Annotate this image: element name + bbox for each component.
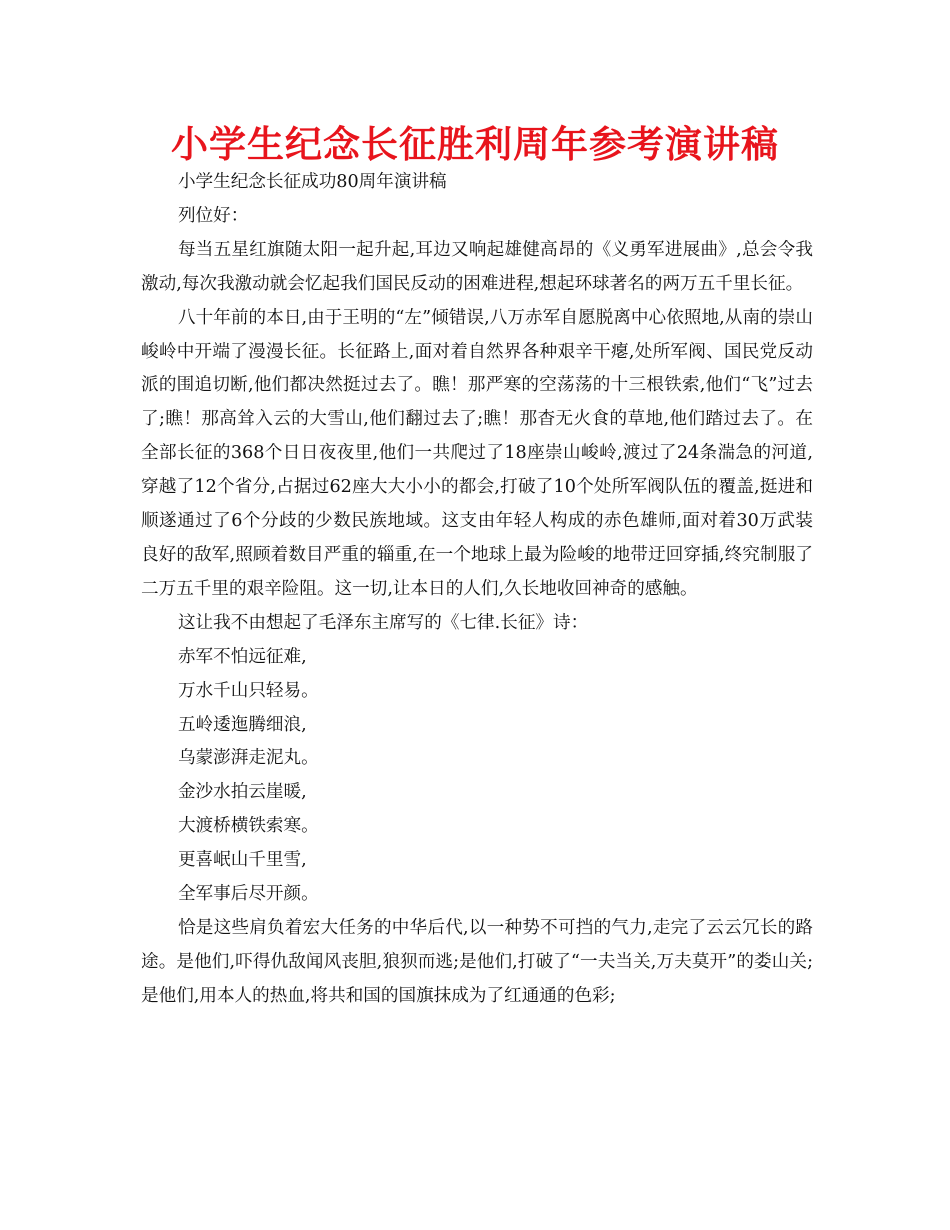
poem-line: 万水千山只轻易。 [177,680,319,701]
poem-line: 赤军不怕远征难, [177,646,307,667]
document-body [141,166,813,1014]
paragraph-closing: 恰是这些肩负着宏大任务的中华后代,以一种势不可挡的气力,走完了云云冗长的路途。是他们,吓得仇敌闻风丧胆,狼狈而逃;是他们,打破了“一夫当关,万夫莫开”的娄山关;是他们,用本人的热血,将共和国的国旗抹成为了红通通的色彩; [141,917,813,1006]
poem-line: 大渡桥横铁索寒。 [177,816,319,837]
document-title: 小学生纪念长征胜利周年参考演讲稿 [171,122,779,166]
poem-line: 五岭逶迤腾细浪, [177,714,307,735]
poem-line: 金沙水拍云崖暖, [177,782,307,803]
subtitle-line: 小学生纪念长征成功80周年演讲稿 [177,172,447,192]
greeting: 列位好： [177,205,249,226]
poem-line: 更喜岷山千里雪, [177,850,307,871]
paragraph-history: 八十年前的本日,由于王明的“左”倾错误,八万赤军自愿脱离中心依照地,从南的崇山峻岭中开端了漫漫长征。长征路上,面对着自然界各种艰辛干瘪,处所军阀、国民党反动派的围追切断,他们都决然挺过去了。瞧！那严寒的空荡荡的十三根铁索,他们“飞”过去了;瞧！那高耸入云的大雪山,他们翻过去了;瞧！那杳无火食的草地,他们踏过去了。在全部长征的368个日日夜夜里,他们一共爬过了18座崇山峻岭,渡过了24条湍急的河道,穿越了12个省分,占据过62座大大小小的都会,打破了10个处所军阀队伍的覆盖,挺进和顺遂通过了6个分歧的少数民族地域。这支由年轻人构成的赤色雄师,面对着30万武装良好的敌军,照顾着数目严重的辎重,在一个地球上最为险峻的地带迂回穿插,终究制服了二万五千里的艰辛险阻。这一切,让本日的人们,久长地收回神奇的感触。 [141,307,813,599]
poem-intro: 这让我不由想起了毛泽东主席写的《七律.长征》诗： [177,612,589,633]
poem-line: 全军事后尽开颜。 [177,884,319,905]
poem-line: 乌蒙澎湃走泥丸。 [177,748,319,769]
paragraph-opening: 每当五星红旗随太阳一起升起,耳边又响起雄健高昂的《义勇军进展曲》,总会令我激动,每次我激动就会忆起我们国民反动的困难进程,想起环球著名的两万五千里长征。 [141,239,813,294]
